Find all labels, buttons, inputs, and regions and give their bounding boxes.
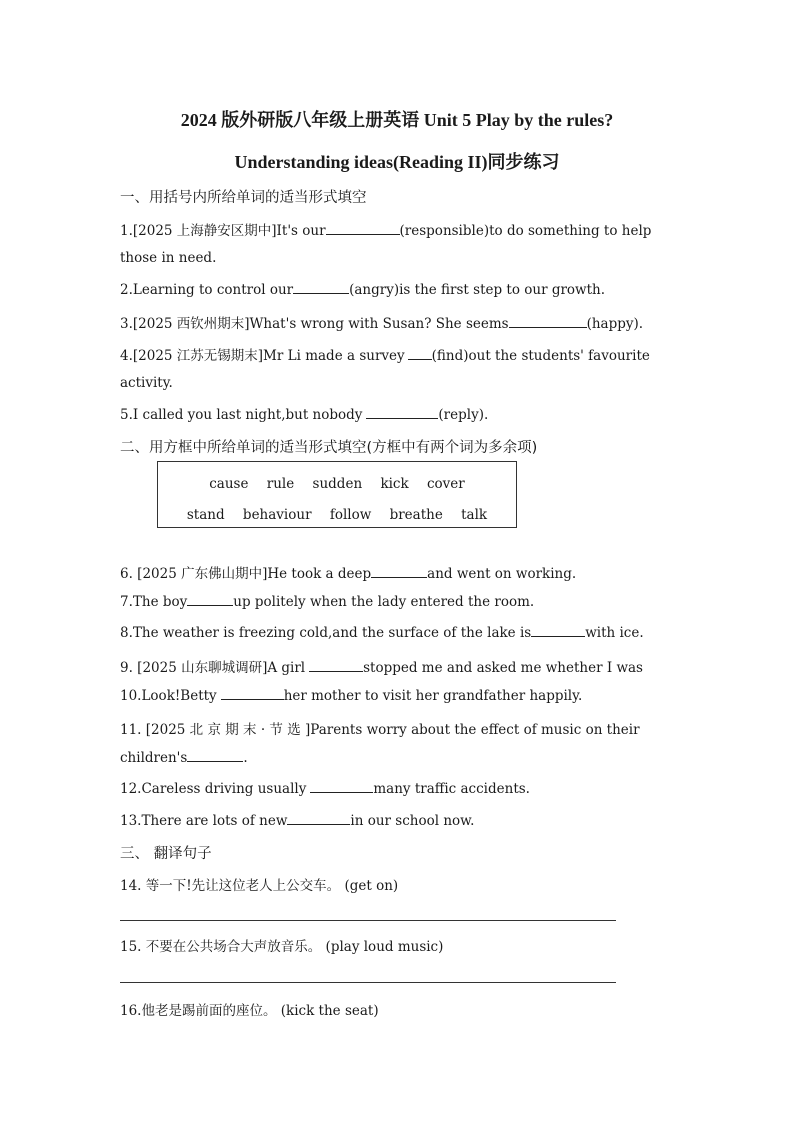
q7-blank[interactable]: [187, 593, 233, 606]
question-11: 11. [2025 北 京 期 末 · 节 选 ]Parents worry about the effect of music on their: [120, 722, 640, 738]
q4-text-b: (find)out the students' favourite: [431, 348, 650, 364]
q1-text-b: (responsible)to do something to help: [399, 223, 652, 239]
q4-blank[interactable]: [408, 347, 432, 360]
q13-text-b: in our school now.: [350, 813, 475, 829]
q13-blank[interactable]: [287, 812, 350, 825]
q8-text-b: with ice.: [585, 625, 644, 641]
question-4-cont: activity.: [120, 375, 173, 391]
question-4: [120, 344, 650, 364]
q6-text-a: 6. [2025 广东佛山期中]He took a deep: [120, 566, 372, 582]
question-12: [120, 780, 530, 797]
q6-text-b: and went on working.: [427, 566, 577, 582]
word-bank-item: kick: [380, 476, 409, 492]
answer-line-14[interactable]: [120, 920, 616, 921]
q8-blank[interactable]: [531, 624, 585, 637]
q11-text-a: children's: [120, 750, 188, 766]
word-bank-box: [157, 461, 517, 528]
section-2-heading: 二、用方框中所给单词的适当形式填空(方框中有两个词为多余项): [120, 440, 538, 456]
question-2: [120, 281, 605, 298]
word-bank-item: rule: [266, 476, 295, 492]
q11-blank[interactable]: [187, 749, 243, 762]
q9-text-a: 9. [2025 山东聊城调研]A girl: [120, 660, 306, 676]
word-bank-item: behaviour: [242, 507, 312, 523]
q5-blank[interactable]: [366, 406, 438, 419]
question-16: 16.他老是踢前面的座位。 (kick the seat): [120, 1003, 379, 1019]
question-15: 15. 不要在公共场合大声放音乐。 (play loud music): [120, 939, 444, 955]
word-bank-item: cause: [209, 476, 249, 492]
question-1-cont: those in need.: [120, 250, 217, 266]
q1-blank[interactable]: [326, 222, 400, 235]
q5-text-b: (reply).: [438, 407, 489, 423]
question-6: [120, 562, 576, 582]
q2-text-b: (angry)is the first step to our growth.: [349, 282, 606, 298]
q12-text-b: many traffic accidents.: [373, 781, 530, 797]
page-subtitle: Understanding ideas(Reading II)同步练习: [234, 152, 560, 172]
q6-blank[interactable]: [371, 565, 427, 578]
q5-text-a: 5.I called you last night,but nobody: [120, 407, 363, 423]
question-7: [120, 593, 534, 610]
q1-text-a: 1.[2025 上海静安区期中]It's our: [120, 223, 326, 239]
q2-blank[interactable]: [293, 281, 349, 294]
word-bank-item: follow: [329, 507, 372, 523]
q10-text-b: her mother to visit her grandfather happily.: [283, 688, 583, 704]
word-bank-row-1: [158, 476, 516, 492]
q9-blank[interactable]: [309, 659, 363, 672]
answer-line-15[interactable]: [120, 982, 616, 983]
question-5: [120, 406, 488, 423]
question-11-cont: [120, 749, 248, 766]
q13-text-a: 13.There are lots of new: [120, 813, 288, 829]
section-1-heading: 一、用括号内所给单词的适当形式填空: [120, 190, 367, 206]
question-10: [120, 687, 582, 704]
q4-text-a: 4.[2025 江苏无锡期末]Mr Li made a survey: [120, 348, 405, 364]
q8-text-a: 8.The weather is freezing cold,and the surface of the lake is: [120, 625, 532, 641]
q7-text-a: 7.The boy: [120, 594, 188, 610]
page-title: 2024 版外研版八年级上册英语 Unit 5 Play by the rules?: [180, 110, 614, 130]
q10-text-a: 10.Look!Betty: [120, 688, 217, 704]
q9-text-b: stopped me and asked me whether I was: [363, 660, 643, 676]
word-bank-item: stand: [186, 507, 225, 523]
question-3: [120, 312, 643, 332]
q7-text-b: up politely when the lady entered the room.: [233, 594, 535, 610]
question-8: [120, 624, 644, 641]
question-9: [120, 656, 643, 676]
q3-blank[interactable]: [509, 315, 587, 328]
word-bank-item: breathe: [389, 507, 443, 523]
q12-text-a: 12.Careless driving usually: [120, 781, 307, 797]
q10-blank[interactable]: [221, 687, 284, 700]
section-3-heading: 三、 翻译句子: [120, 846, 212, 862]
word-bank-item: cover: [426, 476, 465, 492]
question-1: [120, 219, 671, 239]
question-13: [120, 812, 474, 829]
q3-text-a: 3.[2025 西钦州期末]What's wrong with Susan? She seems: [120, 316, 509, 332]
q2-text-a: 2.Learning to control our: [120, 282, 294, 298]
question-14: 14. 等一下!先让这位老人上公交车。 (get on): [120, 878, 399, 894]
q3-text-b: (happy).: [586, 316, 644, 332]
word-bank-item: sudden: [312, 476, 363, 492]
q11-period: .: [243, 750, 248, 766]
q12-blank[interactable]: [310, 780, 373, 793]
word-bank-item: talk: [461, 507, 488, 523]
word-bank-row-2: [158, 507, 516, 523]
